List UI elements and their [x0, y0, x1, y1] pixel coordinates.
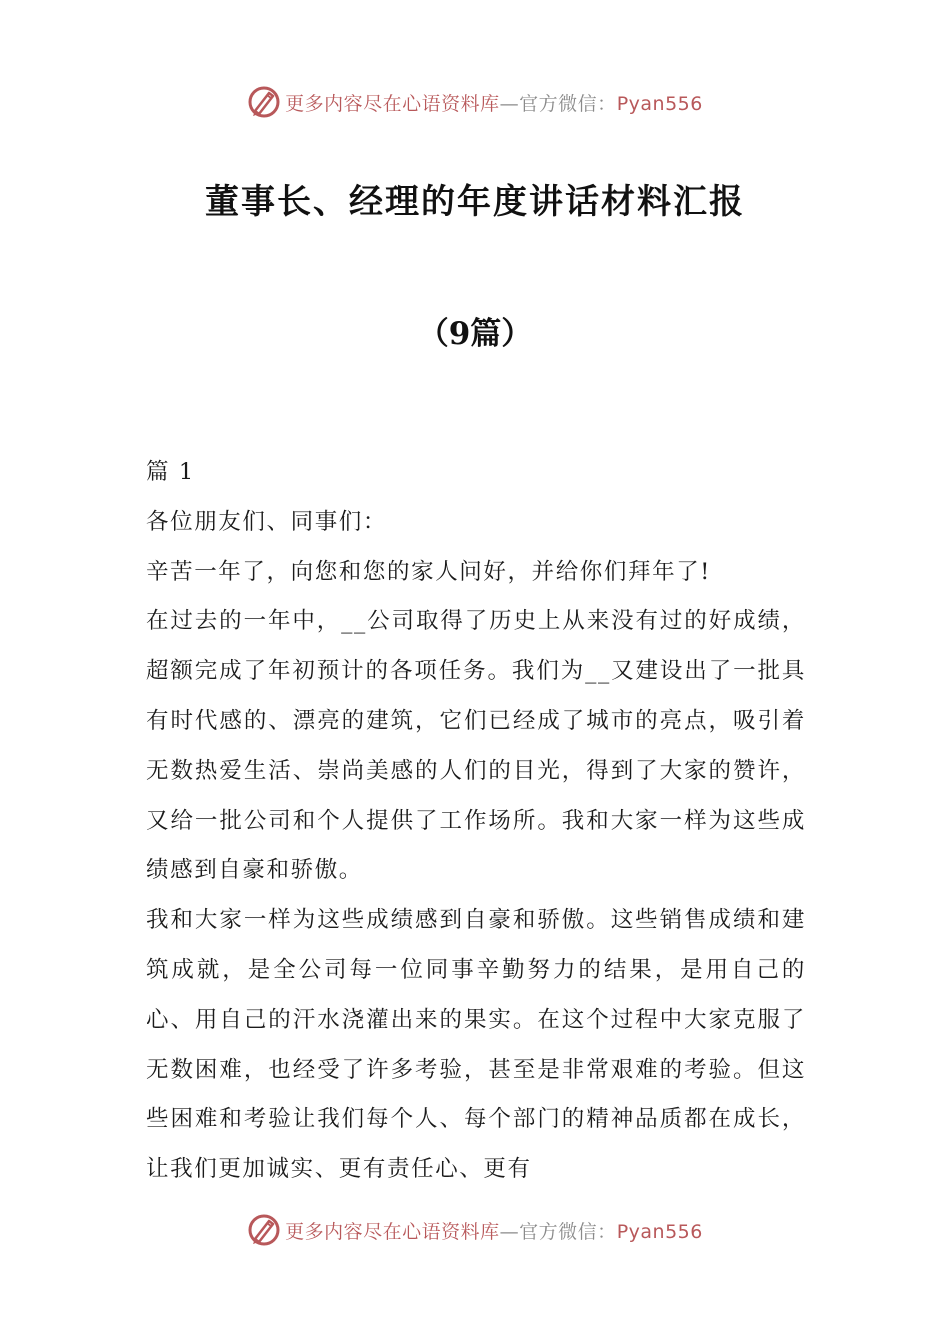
watermark-contact-id: Pyan556 — [616, 92, 703, 115]
watermark-dash: — — [499, 1220, 520, 1243]
watermark-brand: 更多内容尽在心语资料库 — [285, 92, 500, 115]
pen-logo-icon — [247, 85, 281, 119]
pen-logo-icon — [247, 1213, 281, 1247]
watermark-text — [285, 89, 703, 116]
document-title: 董事长、经理的年度讲话材料汇报 — [205, 182, 745, 222]
watermark-contact-label: 官方微信： — [519, 1220, 617, 1243]
paragraph: 各位朋友们、同事们： — [146, 508, 388, 535]
document-body — [146, 448, 806, 1195]
paragraph: 我和大家一样为这些成绩感到自豪和骄傲。这些销售成绩和建筑成就，是全公司每一位同事辛勤努力的结果，是用自己的心、用自己的汗水浇灌出来的果实。在这个过程中大家克服了无数困难，也经受了许多考验，甚至是非常艰难的考验。但这些困难和考验让我们每个人、每个部门的精神品质都在成长，让我们更加诚实、更有责任心、更有 — [146, 907, 806, 1183]
watermark-contact-id: Pyan556 — [616, 1220, 703, 1243]
footer-watermark — [0, 1210, 950, 1250]
paragraph: 辛苦一年了，向您和您的家人问好，并给你们拜年了! — [146, 558, 711, 585]
document-subtitle: （9篇） — [417, 316, 533, 352]
watermark-brand: 更多内容尽在心语资料库 — [285, 1220, 500, 1243]
watermark-contact-label: 官方微信： — [519, 92, 617, 115]
header-watermark — [0, 82, 950, 122]
watermark-dash: — — [499, 92, 520, 115]
watermark-text — [285, 1217, 703, 1244]
paragraph: 在过去的一年中，__公司取得了历史上从来没有过的好成绩，超额完成了年初预计的各项任务。我们为__又建设出了一批具有时代感的、漂亮的建筑，它们已经成了城市的亮点，吸引着无数热爱生活、崇尚美感的人们的目光，得到了大家的赞许，又给一批公司和个人提供了工作场所。我和大家一样为这些成绩感到自豪和骄傲。 — [146, 608, 806, 884]
section-label: 篇 1 — [146, 459, 195, 485]
